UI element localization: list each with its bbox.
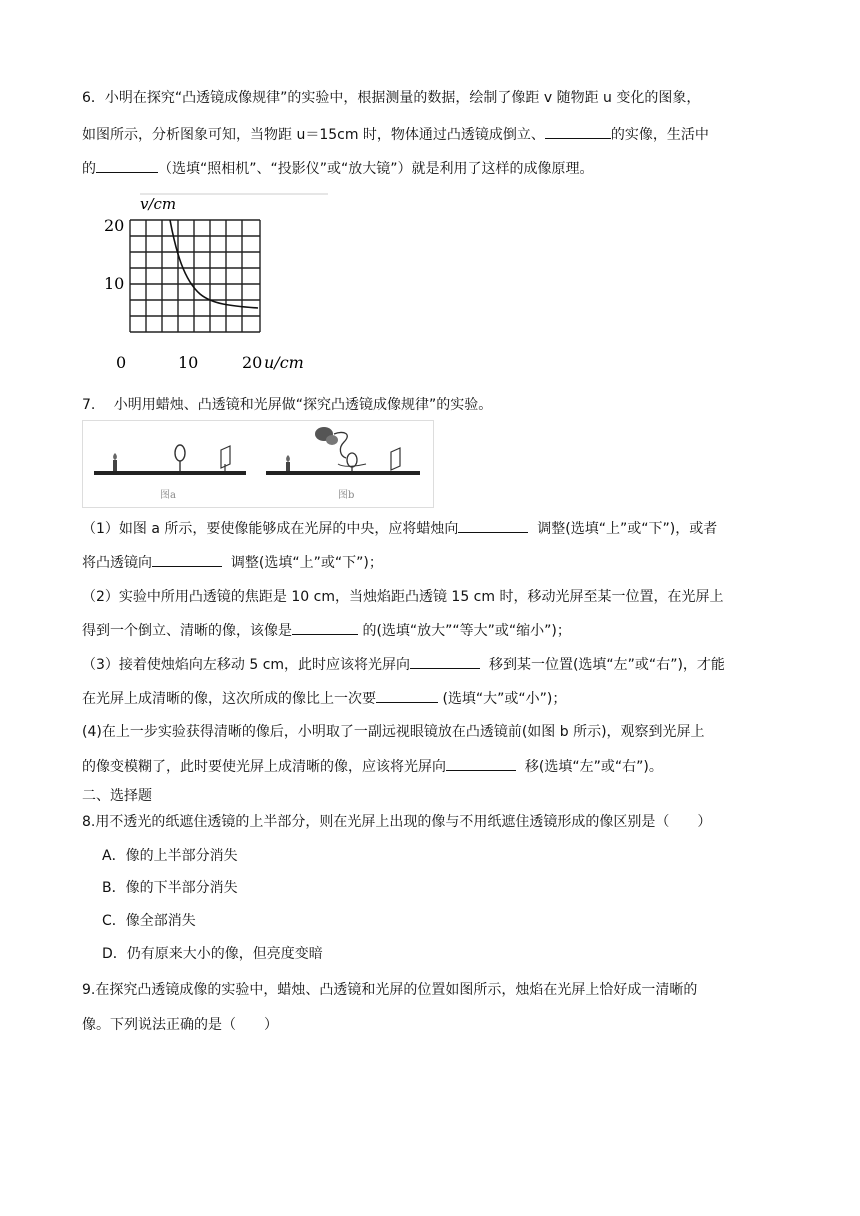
x-tick-0: 0	[116, 353, 127, 372]
optical-bench-a	[94, 471, 246, 475]
q7-blank-2[interactable]	[152, 552, 222, 567]
q7-p3-tail-2: (选填“大”或“小”)；	[442, 691, 567, 707]
q7-p3-text-2: 在光屏上成清晰的像，这次所成的像比上一次要	[82, 691, 376, 707]
figure-b-label: 图b	[338, 490, 355, 501]
q7-p1-text: （1）如图 a 所示，要使像能够成在光屏的中央，应将蜡烛向	[82, 521, 459, 537]
q7-stem: 7. 小明用蜡烛、凸透镜和光屏做“探究凸透镜成像规律”的实验。	[82, 397, 493, 413]
x-axis-label: u/cm	[264, 353, 304, 372]
candle-a	[113, 460, 117, 471]
q7-blank-6[interactable]	[446, 756, 516, 771]
q8-option-c[interactable]: C．像全部消失	[102, 913, 196, 929]
q7-part4-line2	[82, 756, 663, 777]
q7-p1-tail: 调整(选填“上”或“下”)，或者	[537, 521, 718, 537]
q7-p4-text: 的像变模糊了，此时要使光屏上成清晰的像，应该将光屏向	[82, 759, 446, 775]
glasses-icon	[326, 435, 338, 445]
optical-bench-b	[266, 471, 420, 475]
q8-option-b[interactable]: B．像的下半部分消失	[102, 880, 238, 896]
q7-part1-line2	[82, 552, 383, 573]
q7-blank-4[interactable]	[410, 654, 480, 669]
q7-p1-tail-2: 调整(选填“上”或“下”)；	[230, 555, 383, 571]
candle-b	[286, 462, 290, 471]
q7-blank-5[interactable]	[376, 688, 438, 703]
q6-blank-1[interactable]	[545, 124, 611, 139]
lens-a	[175, 445, 185, 461]
q7-p3-text: （3）接着使烛焰向左移动 5 cm，此时应该将光屏向	[82, 657, 411, 673]
q9-line-2: 像。下列说法正确的是（ ）	[82, 1017, 278, 1033]
y-tick-20: 20	[104, 216, 125, 235]
x-tick-20: 20	[242, 353, 263, 372]
figure-frame	[83, 421, 434, 508]
x-tick-10: 10	[178, 353, 199, 372]
lens-b	[347, 453, 357, 467]
q8-option-a[interactable]: A．像的上半部分消失	[102, 848, 238, 864]
q7-part3-line2	[82, 688, 566, 709]
y-axis-label: v/cm	[140, 195, 177, 213]
q6-blank-2[interactable]	[96, 158, 158, 173]
v-u-graph	[100, 192, 340, 374]
flame-b	[286, 455, 290, 462]
q6-line-3-text: 的	[82, 161, 96, 177]
q7-p1-text-2: 将凸透镜向	[82, 555, 152, 571]
q6-line-2	[82, 124, 709, 145]
q7-part3-line1	[82, 654, 725, 675]
q7-blank-3[interactable]	[292, 620, 358, 635]
section-heading: 二、选择题	[82, 788, 152, 804]
q7-part2-line2	[82, 620, 571, 641]
q6-line-2-tail: 的实像，生活中	[610, 127, 709, 143]
q6-line-2-text: 如图所示，分析图象可知，当物距 u＝15cm 时，物体通过凸透镜成倒立、	[82, 127, 545, 143]
figure-a	[94, 445, 246, 501]
y-tick-10: 10	[104, 274, 125, 293]
figure-b	[266, 427, 420, 501]
q7-figures	[82, 420, 434, 508]
q7-p2-text: 得到一个倒立、清晰的像，该像是	[82, 623, 292, 639]
q6-line-1: 6．小明在探究“凸透镜成像规律”的实验中，根据测量的数据，绘制了像距 v 随物距 u 变化的图象，	[82, 90, 701, 106]
figure-a-label: 图a	[160, 490, 176, 501]
q7-p4-tail: 移(选填“左”或“右”)。	[524, 759, 663, 775]
q6-line-3	[82, 158, 594, 179]
q7-part1-line1	[82, 518, 717, 539]
q7-p2-tail: 的(选填“放大”“等大”或“缩小”)；	[362, 623, 571, 639]
graph-grid	[130, 220, 260, 332]
q7-part4-line1: (4)在上一步实验获得清晰的像后，小明取了一副远视眼镜放在凸透镜前(如图 b 所示)，观察到光屏上	[82, 724, 705, 740]
v-u-curve	[170, 220, 258, 308]
q7-part2-line1: （2）实验中所用凸透镜的焦距是 10 cm，当烛焰距凸透镜 15 cm 时，移动光屏至某一位置，在光屏上	[82, 589, 724, 605]
q7-blank-1[interactable]	[458, 518, 528, 533]
flame-a	[113, 453, 117, 460]
q9-line-1: 9.在探究凸透镜成像的实验中，蜡烛、凸透镜和光屏的位置如图所示，烛焰在光屏上恰好成一清晰的	[82, 982, 698, 998]
q7-p3-tail: 移到某一位置(选填“左”或“右”)，才能	[488, 657, 725, 673]
q8-option-d[interactable]: D．仍有原来大小的像，但亮度变暗	[102, 946, 323, 962]
q8-stem: 8.用不透光的纸遮住透镜的上半部分，则在光屏上出现的像与不用纸遮住透镜形成的像区别是（ ）	[82, 814, 712, 830]
q6-line-3-tail: （选填“照相机”、“投影仪”或“放大镜”）就是利用了这样的成像原理。	[158, 161, 594, 177]
screen-b	[391, 448, 400, 470]
